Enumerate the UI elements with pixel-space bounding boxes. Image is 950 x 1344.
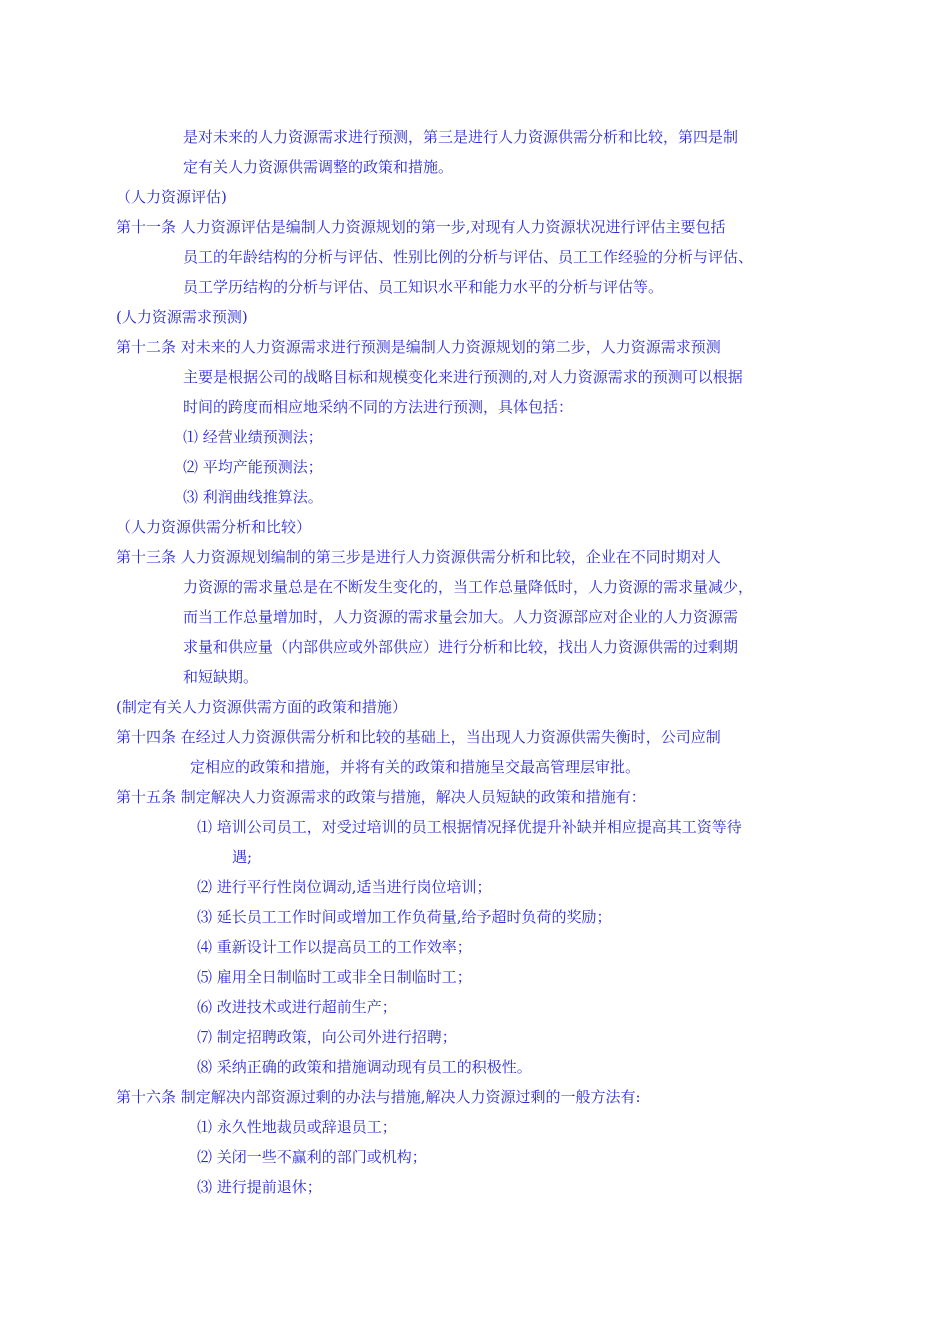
text-line: 员工的年龄结构的分析与评估、性别比例的分析与评估、员工工作经验的分析与评估、	[183, 248, 754, 266]
list-item: ⑵ 进行平行性岗位调动,适当进行岗位培训；	[197, 878, 492, 896]
text-line: 力资源的需求量总是在不断发生变化的，当工作总量降低时，人力资源的需求量减少，	[183, 578, 754, 596]
list-item: ⑷ 重新设计工作以提高员工的工作效率；	[197, 938, 472, 956]
text-line: 求量和供应量（内部供应或外部供应）进行分析和比较，找出人力资源供需的过剩期	[183, 638, 739, 656]
text-line: 是对未来的人力资源需求进行预测，第三是进行人力资源供需分析和比较，第四是制	[183, 128, 739, 146]
article-line: 第十四条 在经过人力资源供需分析和比较的基础上，当出现人力资源供需失衡时，公司应制	[116, 728, 721, 746]
article-line: 第十五条 制定解决人力资源需求的政策与措施，解决人员短缺的政策和措施有：	[116, 788, 646, 806]
list-item: ⑴ 培训公司员工，对受过培训的员工根据情况择优提升补缺并相应提高其工资等待	[197, 818, 742, 836]
list-item: ⑶ 进行提前退休；	[197, 1178, 322, 1196]
text-line: 遇;	[232, 848, 253, 866]
list-item: ⑴ 经营业绩预测法；	[183, 428, 323, 446]
list-item: ⑺ 制定招聘政策，向公司外进行招聘；	[197, 1028, 457, 1046]
list-item: ⑵ 平均产能预测法；	[183, 458, 323, 476]
text-line: 定相应的政策和措施，并将有关的政策和措施呈交最高管理层审批。	[190, 758, 641, 776]
text-line: 时间的跨度而相应地采纳不同的方法进行预测，具体包括：	[183, 398, 574, 416]
list-item: ⑶ 延长员工工作时间或增加工作负荷量,给予超时负荷的奖励；	[197, 908, 612, 926]
text-line: 主要是根据公司的战略目标和规模变化来进行预测的,对人力资源需求的预测可以根据	[183, 368, 743, 386]
list-item: ⑵ 关闭一些不赢利的部门或机构；	[197, 1148, 427, 1166]
section-heading: （人力资源供需分析和比较）	[116, 518, 312, 536]
list-item: ⑻ 采纳正确的政策和措施调动现有员工的积极性。	[197, 1058, 532, 1076]
article-line: 第十三条 人力资源规划编制的第三步是进行人力资源供需分析和比较，企业在不同时期对人	[116, 548, 721, 566]
article-line: 第十一条 人力资源评估是编制人力资源规划的第一步,对现有人力资源状况进行评估主要包括	[116, 218, 726, 236]
list-item: ⑴ 永久性地裁员或辞退员工；	[197, 1118, 397, 1136]
article-line: 第十六条 制定解决内部资源过剩的办法与措施,解决人力资源过剩的一般方法有:	[116, 1088, 641, 1106]
section-heading: (人力资源需求预测)	[116, 308, 248, 326]
section-heading: (制定有关人力资源供需方面的政策和措施）	[116, 698, 407, 716]
list-item: ⑸ 雇用全日制临时工或非全日制临时工；	[197, 968, 472, 986]
list-item: ⑶ 利润曲线推算法。	[183, 488, 323, 506]
section-heading: （人力资源评估)	[116, 188, 227, 206]
text-line: 定有关人力资源供需调整的政策和措施。	[183, 158, 454, 176]
list-item: ⑹ 改进技术或进行超前生产；	[197, 998, 397, 1016]
text-line: 和短缺期。	[183, 668, 259, 686]
article-line: 第十二条 对未来的人力资源需求进行预测是编制人力资源规划的第二步，人力资源需求预测	[116, 338, 721, 356]
text-line: 员工学历结构的分析与评估、员工知识水平和能力水平的分析与评估等。	[183, 278, 664, 296]
text-line: 而当工作总量增加时，人力资源的需求量会加大。人力资源部应对企业的人力资源需	[183, 608, 739, 626]
